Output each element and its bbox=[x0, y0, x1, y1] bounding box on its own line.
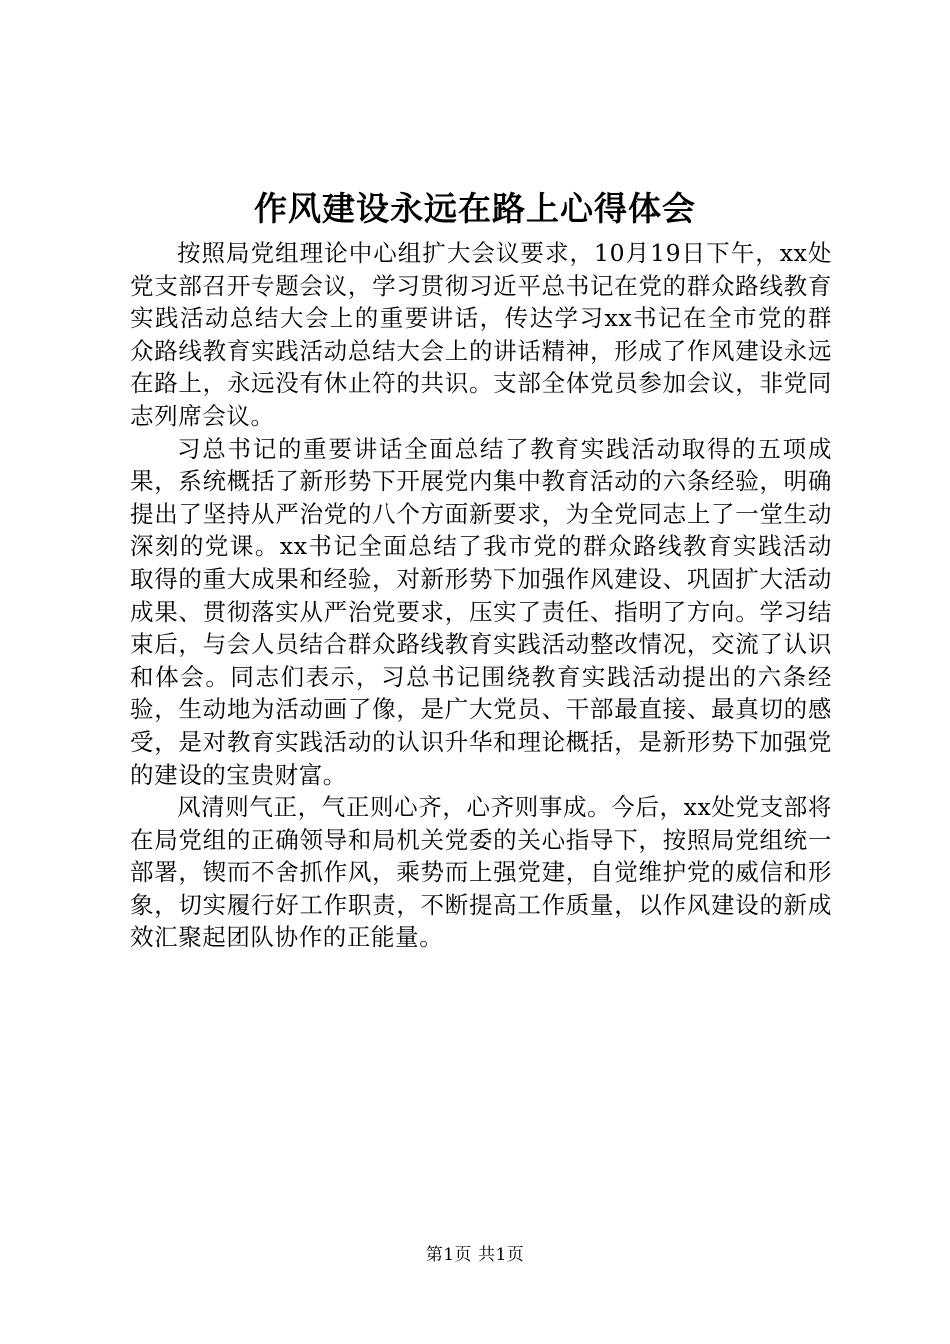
paragraph-2: 习总书记的重要讲话全面总结了教育实践活动取得的五项成果，系统概括了新形势下开展党内集中教育活动的六条经验，明确提出了坚持从严治党的八个方面新要求，为全党同志上了一堂生动深刻的党课。xx书记全面总结了我市党的群众路线教育实践活动取得的重大成果和经验，对新形势下加强作风建设、巩固扩大活动成果、贯彻落实从严治党要求，压实了责任、指明了方向。学习结束后，与会人员结合群众路线教育实践活动整改情况，交流了认识和体会。同志们表示，习总书记围绕教育实践活动提出的六条经验，生动地为活动画了像，是广大党员、干部最直接、最真切的感受，是对教育实践活动的认识升华和理论概括，是新形势下加强党的建设的宝贵财富。 bbox=[130, 434, 832, 789]
document-title: 作风建设永远在路上心得体会 bbox=[254, 189, 696, 228]
paragraph-1: 按照局党组理论中心组扩大会议要求，10月19日下午，xx处党支部召开专题会议，学习贯彻习近平总书记在党的群众路线教育实践活动总结大会上的重要讲话，传达学习xx书记在全市党的群众路线教育实践活动总结大会上的讲话精神，形成了作风建设永远在路上，永远没有休止符的共识。支部全体党员参加会议，非党同志列席会议。 bbox=[130, 239, 832, 430]
document-body bbox=[130, 237, 832, 954]
page-number-footer: 第1页 共1页 bbox=[425, 1245, 525, 1265]
paragraph-3: 风清则气正，气正则心齐，心齐则事成。今后，xx处党支部将在局党组的正确领导和局机关党委的关心指导下，按照局党组统一部署，锲而不舍抓作风，乘势而上强党建，自觉维护党的威信和形象，切实履行好工作职责，不断提高工作质量，以作风建设的新成效汇聚起团队协作的正能量。 bbox=[130, 793, 832, 952]
